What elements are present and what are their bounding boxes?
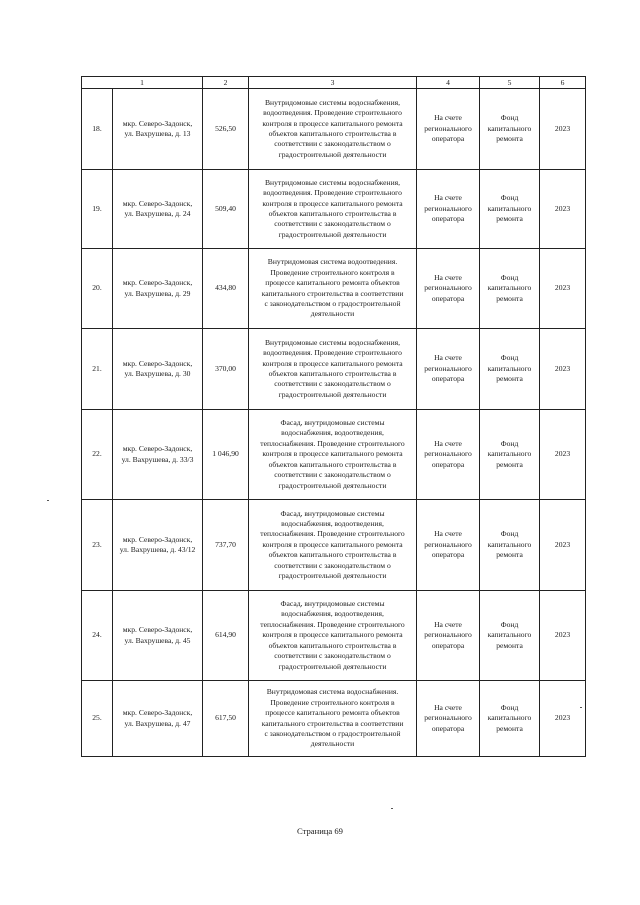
fund-cell-line: Фонд [500,272,519,282]
works-cell-line: объектов капитального строительства в [268,209,397,218]
address-cell [113,500,203,591]
year-cell: 2023 [540,410,586,500]
fund-cell-line: Фонд [500,113,519,123]
source-cell [417,249,480,329]
works-cell-line: соответствии с законодательством о [274,379,391,389]
source-cell-line: оператора [431,134,465,144]
works-cell-line: Внутридомовые системы водоснабжения, [264,97,401,107]
works-cell-line: Фасад, внутридомовые системы [280,508,385,518]
works-cell-line: водоснабжения, водоотведения, [281,428,384,438]
works-cell-line: водоотведения. Проведение строительного [263,108,402,118]
fund-cell-line: капитального [487,713,532,723]
table-row [82,329,586,410]
works-cell-line: водоснабжения, водоотведения, [281,609,384,619]
fund-cell-line: капитального [487,363,532,373]
works-cell-line: градостроительной деятельности [278,661,387,671]
works-cell-line: водоснабжения, водоотведения, [281,518,384,528]
fund-cell-line: ремонта [496,459,523,469]
address-cell [113,89,203,170]
fund-cell-line: ремонта [496,214,523,224]
works-cell-line: водоотведения. Проведение строительного [263,348,402,358]
fund-cell-line: капитального [487,123,532,133]
fund-cell-line: Фонд [500,702,519,712]
works-cell-line: с законодательством о градостроительной [264,728,401,738]
works-cell-line: объектов капитального строительства в [268,369,397,378]
fund-cell-line: ремонта [496,293,523,303]
source-cell-line: оператора [431,640,465,650]
source-cell-line: регионального [424,539,472,549]
fund-cell [480,410,540,500]
works-cell [249,410,417,500]
works-cell-line: Фасад, внутридомовые системы [280,599,385,609]
address-cell-line: мкр. Северо-Задонск, [122,198,193,208]
works-cell-line: градостроительной деятельности [278,389,387,399]
works-cell-line: объектов капитального строительства в [268,459,397,469]
works-cell-line: объектов капитального строительства в [268,550,397,560]
source-cell-line: оператора [431,374,465,384]
scan-speck [391,808,393,809]
source-cell-line: регионального [424,449,472,459]
source-cell-line: На счете [434,353,462,363]
address-cell [113,591,203,681]
source-cell-line: регионального [424,363,472,373]
address-cell-line: мкр. Северо-Задонск, [122,278,193,288]
source-cell [417,329,480,410]
fund-cell-line: Фонд [500,529,519,539]
area-cell: 614,90 [203,591,249,681]
address-cell-line: ул. Вахрушева, д. 33/3 [121,454,194,464]
works-cell-line: капитального строительства в соответствии [261,288,404,298]
source-cell-line: регионального [424,123,472,133]
year-cell: 2023 [540,249,586,329]
source-cell-line: регионального [424,713,472,723]
fund-cell-line: ремонта [496,640,523,650]
works-cell-line: теплоснабжения. Проведение строительного [260,619,405,629]
row-number: 20. [82,249,113,329]
header-col-2: 2 [203,77,249,89]
source-cell-line: регионального [424,630,472,640]
area-cell: 737,70 [203,500,249,591]
works-cell [249,329,417,410]
works-cell-line: соответствии с законодательством о [274,470,391,480]
fund-cell [480,170,540,249]
works-cell-line: контроля в процессе капитального ремонта [262,198,403,208]
works-cell-line: процессе капитального ремонта объектов [265,708,400,718]
fund-cell-line: Фонд [500,193,519,203]
address-cell-line: мкр. Северо-Задонск, [122,118,193,128]
source-cell-line: На счете [434,113,462,123]
source-cell-line: регионального [424,283,472,293]
source-cell-line: На счете [434,529,462,539]
address-cell-line: мкр. Северо-Задонск, [122,625,193,635]
table-row [82,500,586,591]
address-cell [113,170,203,249]
year-cell: 2023 [540,89,586,170]
year-cell: 2023 [540,591,586,681]
works-cell-line: деятельности [310,309,355,319]
works-cell-line: градостроительной деятельности [278,149,387,159]
fund-cell-line: капитального [487,539,532,549]
works-cell-line: капитального строительства в соответствии [261,718,404,728]
source-cell [417,89,480,170]
works-cell-line: Внутридомовая система водоснабжения. [266,687,399,697]
table-row [82,249,586,329]
address-cell [113,329,203,410]
address-cell-line: мкр. Северо-Задонск, [122,358,193,368]
fund-cell [480,681,540,757]
area-cell: 526,50 [203,89,249,170]
works-cell-line: контроля в процессе капитального ремонта [262,630,403,640]
works-cell [249,89,417,170]
source-cell-line: оператора [431,723,465,733]
fund-cell-line: Фонд [500,438,519,448]
row-number: 22. [82,410,113,500]
table-row [82,410,586,500]
header-col-4: 4 [417,77,480,89]
capital-repair-table [81,76,586,757]
works-cell-line: градостроительной деятельности [278,571,387,581]
works-cell-line: Фасад, внутридомовые системы [280,418,385,428]
table-row [82,89,586,170]
fund-cell [480,89,540,170]
fund-cell-line: ремонта [496,134,523,144]
source-cell-line: оператора [431,459,465,469]
works-cell-line: процессе капитального ремонта объектов [265,278,400,288]
works-cell [249,681,417,757]
works-cell-line: контроля в процессе капитального ремонта [262,539,403,549]
header-col-6: 6 [540,77,586,89]
works-cell-line: соответствии с законодательством о [274,560,391,570]
works-cell-line: градостроительной деятельности [278,229,387,239]
fund-cell [480,329,540,410]
works-cell-line: водоотведения. Проведение строительного [263,188,402,198]
source-cell-line: На счете [434,193,462,203]
address-cell-line: ул. Вахрушева, д. 43/12 [119,545,196,554]
source-cell-line: На счете [434,438,462,448]
scan-speck [580,707,582,708]
works-cell-line: контроля в процессе капитального ремонта [262,358,403,368]
row-number: 23. [82,500,113,591]
source-cell-line: На счете [434,619,462,629]
row-number: 19. [82,170,113,249]
source-cell-line: регионального [424,203,472,213]
works-cell [249,170,417,249]
row-number: 24. [82,591,113,681]
source-cell [417,500,480,591]
works-cell-line: теплоснабжения. Проведение строительного [260,438,405,448]
source-cell [417,591,480,681]
header-col-3: 3 [249,77,417,89]
header-col-5: 5 [480,77,540,89]
address-cell-line: ул. Вахрушева, д. 30 [124,369,191,378]
works-cell-line: соответствии с законодательством о [274,219,391,229]
source-cell [417,170,480,249]
table-row [82,170,586,249]
address-cell-line: ул. Вахрушева, д. 24 [124,209,191,218]
source-cell-line: На счете [434,702,462,712]
works-cell-line: объектов капитального строительства в [268,129,397,138]
address-cell-line: ул. Вахрушева, д. 45 [124,635,191,645]
source-cell [417,410,480,500]
address-cell-line: ул. Вахрушева, д. 29 [124,288,191,298]
address-cell-line: ул. Вахрушева, д. 47 [124,718,191,728]
row-number: 18. [82,89,113,170]
works-cell-line: градостроительной деятельности [278,480,387,490]
address-cell [113,249,203,329]
row-number: 21. [82,329,113,410]
source-cell-line: На счете [434,272,462,282]
year-cell: 2023 [540,500,586,591]
fund-cell-line: Фонд [500,619,519,629]
works-cell-line: соответствии с законодательством о [274,139,391,149]
address-cell-line: мкр. Северо-Задонск, [122,444,193,454]
fund-cell-line: капитального [487,630,532,640]
works-cell-line: Внутридомовые системы водоснабжения, [264,177,401,187]
table-row [82,591,586,681]
area-cell: 1 046,90 [203,410,249,500]
source-cell [417,681,480,757]
works-cell [249,591,417,681]
area-cell: 434,80 [203,249,249,329]
address-cell [113,681,203,757]
fund-cell-line: ремонта [496,723,523,733]
fund-cell [480,591,540,681]
scan-speck [47,500,49,501]
year-cell: 2023 [540,170,586,249]
address-cell-line: мкр. Северо-Задонск, [122,708,193,718]
area-cell: 370,00 [203,329,249,410]
row-number: 25. [82,681,113,757]
fund-cell-line: капитального [487,203,532,213]
fund-cell [480,500,540,591]
works-cell-line: соответствии с законодательством о [274,651,391,661]
source-cell-line: оператора [431,293,465,303]
table-row [82,681,586,757]
address-cell [113,410,203,500]
works-cell-line: Проведение строительного контроля в [270,697,395,707]
works-cell-line: Внутридомовая система водоотведения. [267,257,398,267]
works-cell-line: Внутридомовые системы водоснабжения, [264,337,401,347]
source-cell-line: оператора [431,550,465,560]
works-cell-line: объектов капитального строительства в [268,640,397,650]
works-cell-line: Проведение строительного контроля в [270,267,395,277]
works-cell-line: контроля в процессе капитального ремонта [262,118,403,128]
fund-cell-line: ремонта [496,550,523,560]
works-cell-line: деятельности [310,739,355,749]
source-cell-line: оператора [431,214,465,224]
works-cell-line: с законодательством о градостроительной [264,298,401,308]
year-cell: 2023 [540,681,586,757]
works-cell-line: контроля в процессе капитального ремонта [262,449,403,459]
fund-cell [480,249,540,329]
fund-cell-line: капитального [487,283,532,293]
year-cell: 2023 [540,329,586,410]
table-header-row [82,77,586,89]
page-number: Страница 69 [297,826,343,836]
area-cell: 617,50 [203,681,249,757]
works-cell [249,500,417,591]
works-cell-line: теплоснабжения. Проведение строительного [260,529,405,539]
fund-cell-line: Фонд [500,353,519,363]
works-cell [249,249,417,329]
fund-cell-line: капитального [487,449,532,459]
fund-cell-line: ремонта [496,374,523,384]
address-cell-line: мкр. Северо-Задонск, [122,534,193,544]
header-col-1: 1 [82,77,203,89]
address-cell-line: ул. Вахрушева, д. 13 [124,129,191,138]
area-cell: 509,40 [203,170,249,249]
